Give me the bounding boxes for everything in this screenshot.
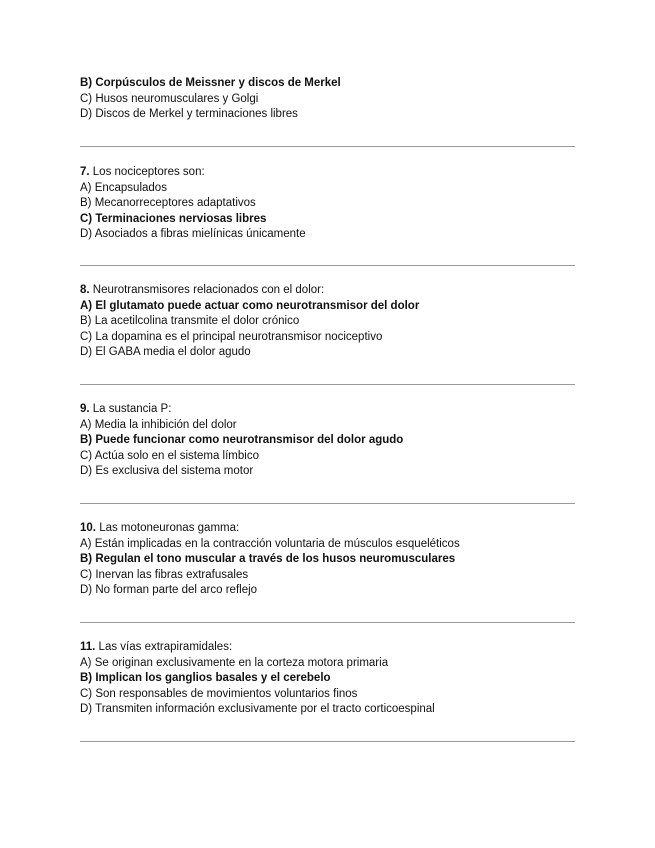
question-text: Neurotransmisores relacionados con el dolor: xyxy=(89,284,325,296)
question-10 xyxy=(80,521,580,599)
partial-question xyxy=(80,76,580,123)
option-a: A) Se originan exclusivamente en la corteza motora primaria xyxy=(80,656,389,669)
divider xyxy=(80,741,575,742)
question-7 xyxy=(80,165,580,243)
question-text: La sustancia P: xyxy=(89,403,172,415)
option-b: B) Corpúsculos de Meissner y discos de Merkel xyxy=(80,77,341,89)
option-d: D) Asociados a fibras mielínicas únicamente xyxy=(80,228,306,240)
option-a: A) Están implicadas en la contracción voluntaria de músculos esqueléticos xyxy=(80,537,460,550)
question-text: Las vías extrapiramidales: xyxy=(95,641,233,653)
divider xyxy=(80,503,575,504)
option-c: C) Son responsables de movimientos voluntarios finos xyxy=(80,687,358,700)
option-d: D) El GABA media el dolor agudo xyxy=(80,346,251,358)
divider xyxy=(80,622,575,623)
option-d: D) Transmiten información exclusivamente por el tracto corticoespinal xyxy=(80,703,435,715)
option-d: D) Es exclusiva del sistema motor xyxy=(80,465,254,477)
question-number: 11. xyxy=(80,641,96,653)
question-number: 10. xyxy=(80,522,96,534)
option-a: A) Encapsulados xyxy=(80,181,167,194)
question-9 xyxy=(80,402,580,480)
option-c: C) Husos neuromusculares y Golgi xyxy=(80,92,259,105)
question-stem xyxy=(80,165,580,181)
option-c: C) Actúa solo en el sistema límbico xyxy=(80,449,259,462)
option-c: C) Inervan las fibras extrafusales xyxy=(80,568,249,581)
option-d: D) Discos de Merkel y terminaciones libres xyxy=(80,108,298,120)
question-number: 8. xyxy=(80,284,90,296)
option-b: B) Regulan el tono muscular a través de los husos neuromusculares xyxy=(80,553,456,565)
question-text: Las motoneuronas gamma: xyxy=(96,522,240,534)
option-a: A) Media la inhibición del dolor xyxy=(80,418,237,431)
question-8 xyxy=(80,283,580,361)
option-b: B) Implican los ganglios basales y el cerebelo xyxy=(80,672,331,684)
question-stem xyxy=(80,521,580,537)
option-c: C) La dopamina es el principal neurotransmisor nociceptivo xyxy=(80,330,383,343)
option-d: D) No forman parte del arco reflejo xyxy=(80,584,258,596)
divider xyxy=(80,265,575,266)
question-stem xyxy=(80,640,580,656)
question-11 xyxy=(80,640,580,718)
question-stem xyxy=(80,283,580,299)
divider xyxy=(80,384,575,385)
question-number: 9. xyxy=(80,403,90,415)
option-c: C) Terminaciones nerviosas libres xyxy=(80,212,267,225)
option-a: A) El glutamato puede actuar como neurotransmisor del dolor xyxy=(80,299,420,312)
question-number: 7. xyxy=(80,166,90,178)
question-stem xyxy=(80,402,580,418)
option-b: B) Puede funcionar como neurotransmisor del dolor agudo xyxy=(80,434,404,446)
option-b: B) La acetilcolina transmite el dolor crónico xyxy=(80,315,300,327)
option-b: B) Mecanorreceptores adaptativos xyxy=(80,197,256,209)
divider xyxy=(80,146,575,147)
question-text: Los nociceptores son: xyxy=(89,166,205,178)
